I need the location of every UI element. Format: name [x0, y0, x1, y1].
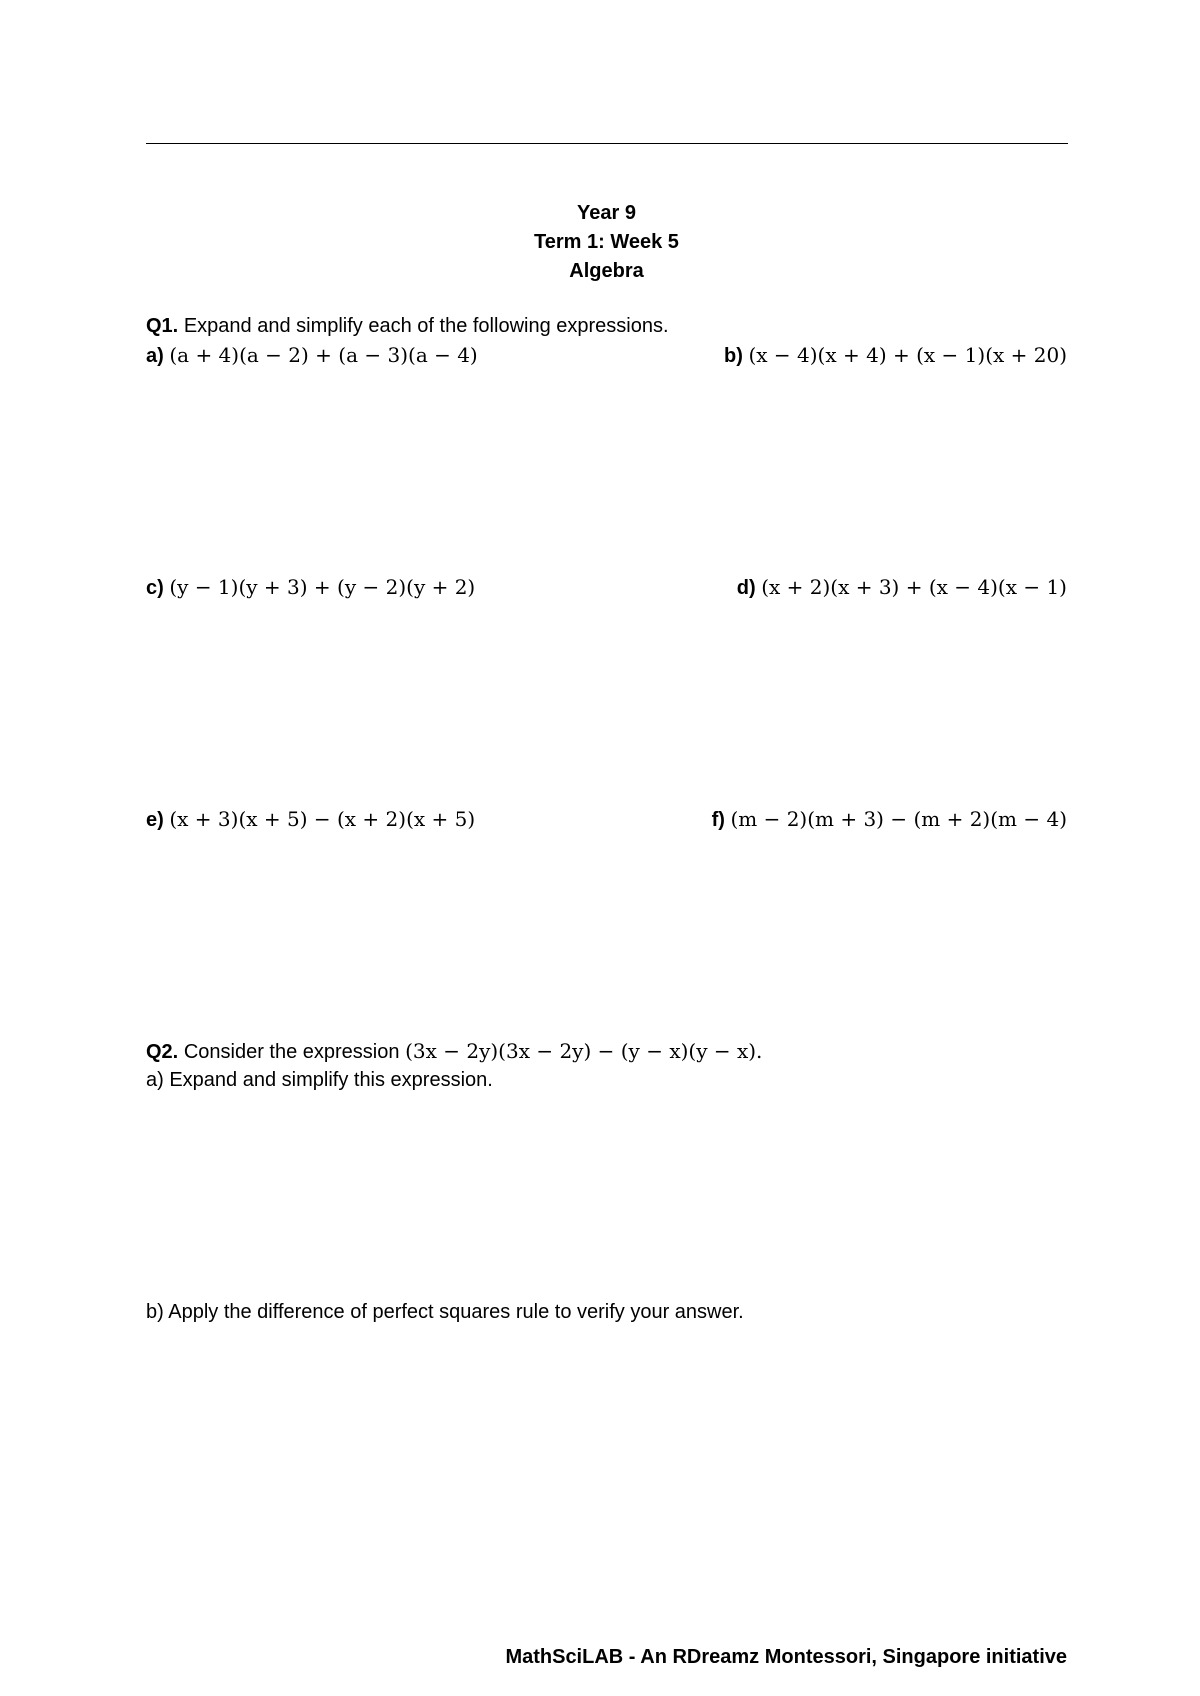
part-expression: (m − 2)(m + 3) − (m + 2)(m − 4): [730, 807, 1067, 831]
part-label: f): [711, 809, 725, 831]
q2-expression: (3x − 2y)(3x − 2y) − (y − x)(y − x).: [405, 1039, 763, 1063]
part-label: a): [146, 345, 164, 367]
part-label: c): [146, 577, 164, 599]
q1-part-f: [712, 805, 1067, 834]
q1-part-c: [146, 573, 475, 602]
q2-intro: Consider the expression: [183, 1041, 400, 1063]
q1-part-d: [737, 573, 1067, 602]
q1-part-e: [146, 805, 475, 834]
part-label: d): [736, 577, 756, 599]
header-rule: [146, 143, 1068, 144]
topic-heading: Algebra: [569, 260, 644, 282]
q1-part-a: [146, 341, 478, 370]
worksheet-header: [0, 199, 1200, 286]
part-expression: (x + 2)(x + 3) + (x − 4)(x − 1): [761, 575, 1067, 599]
part-expression: (y − 1)(y + 3) + (y − 2)(y + 2): [169, 575, 476, 599]
part-expression: (a + 4)(a − 2) + (a − 3)(a − 4): [169, 343, 478, 367]
part-expression: (x + 3)(x + 5) − (x + 2)(x + 5): [169, 807, 476, 831]
part-label: e): [146, 809, 164, 831]
q2-part-a: a) Expand and simplify this expression.: [146, 1069, 493, 1091]
q1-heading: [146, 312, 669, 340]
q2-label: Q2.: [146, 1041, 179, 1063]
q1-instruction: Expand and simplify each of the following expressions.: [183, 315, 669, 337]
q2-part-b: b) Apply the difference of perfect squares rule to verify your answer.: [146, 1301, 744, 1323]
part-expression: (x − 4)(x + 4) + (x − 1)(x + 20): [748, 343, 1067, 367]
q1-label: Q1.: [146, 315, 179, 337]
year-heading: Year 9: [577, 202, 636, 224]
q1-part-b: [724, 341, 1067, 370]
term-heading: Term 1: Week 5: [534, 231, 679, 253]
q2-heading: [146, 1037, 762, 1066]
part-label: b): [724, 345, 743, 367]
footer-credit: MathSciLAB - An RDreamz Montessori, Singapore initiative: [505, 1646, 1067, 1668]
